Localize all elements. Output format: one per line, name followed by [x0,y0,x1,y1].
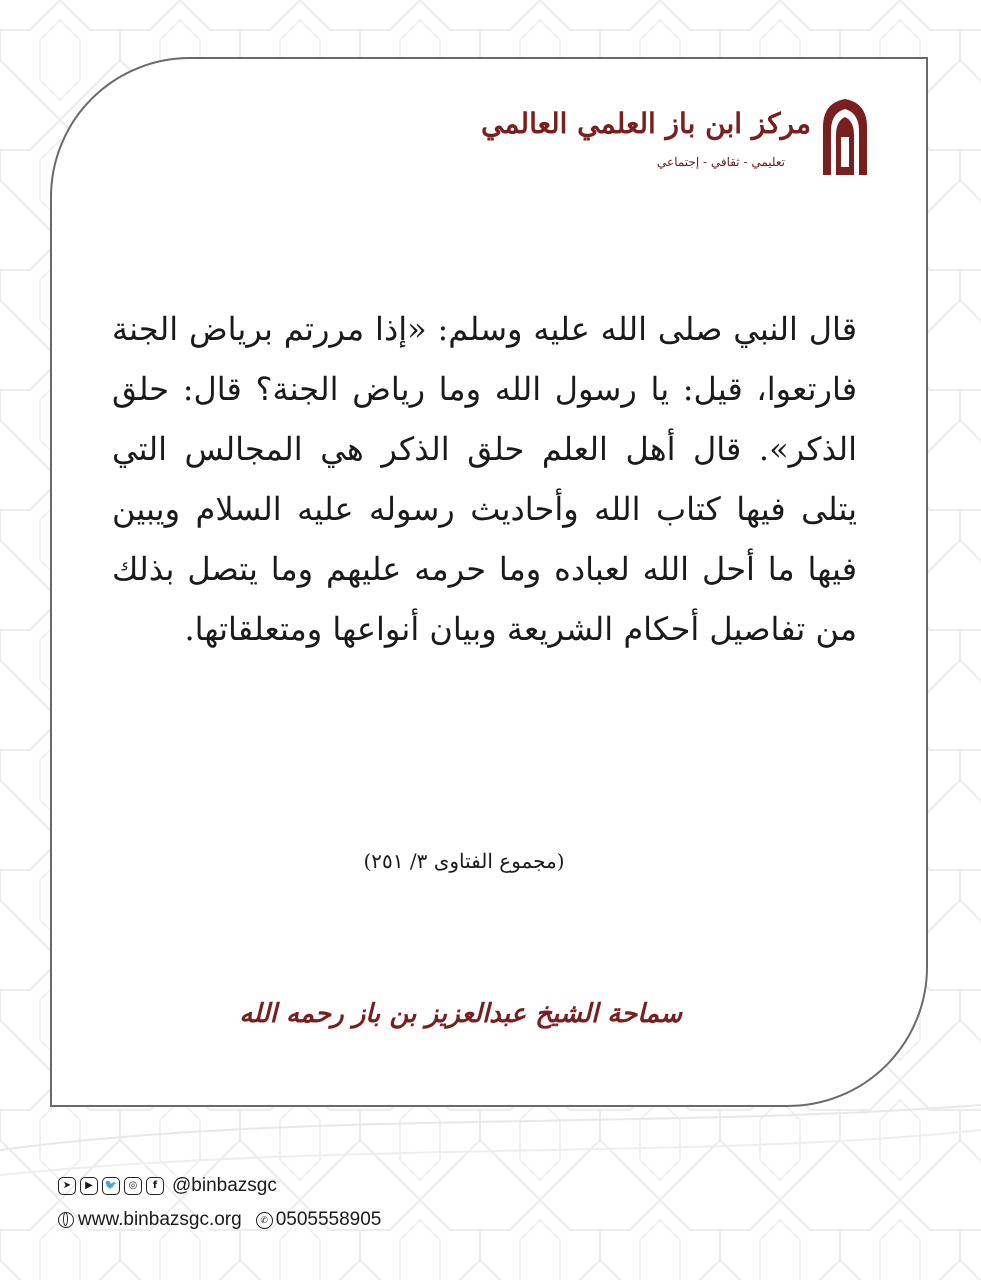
facebook-icon[interactable]: f [146,1177,164,1195]
youtube-icon[interactable]: ▶ [80,1177,98,1195]
content-card [50,57,928,1107]
footer-contact [58,1175,478,1235]
telegram-icon[interactable]: ➤ [58,1177,76,1195]
contact-row [58,1209,381,1231]
globe-icon [58,1212,74,1228]
source-citation: (مجموع الفتاوى ٣/ ٢٥١) [363,849,565,873]
social-row [58,1175,277,1197]
twitter-icon[interactable]: 🐦 [102,1177,120,1195]
logo-subtitle: تعليمي - ثقافي - إجتماعي [657,155,785,169]
logo-title: مركز ابن باز العلمي العالمي [481,107,811,140]
mosque-arch-logo-icon [819,97,871,177]
signature-calligraphy: سماحة الشيخ عبدالعزيز بن باز رحمه الله [239,999,682,1029]
whatsapp-icon: ✆ [256,1212,273,1229]
center-logo [481,89,871,199]
instagram-icon[interactable]: ◎ [124,1177,142,1195]
website-link[interactable]: www.binbazsgc.org [78,1209,242,1230]
social-handle[interactable]: @binbazsgc [172,1175,277,1196]
phone-number[interactable]: 0505558905 [275,1209,382,1230]
hadith-quote: قال النبي صلى الله عليه وسلم: «إذا مررتم برياض الجنة فارتعوا، قيل: يا رسول الله وما رياض الجنة؟ قال: حلق الذكر». قال أهل العلم حلق الذكر هي المجالس التي يتلى فيها كتاب الله وأحاديث رسوله عليه السلام ويبين فيها ما أحل الله لعباده وما حرمه عليهم وما يتصل بذلك من تفاصيل أحكام الشريعة وبيان أنواعها ومتعلقاتها. [112,310,858,648]
